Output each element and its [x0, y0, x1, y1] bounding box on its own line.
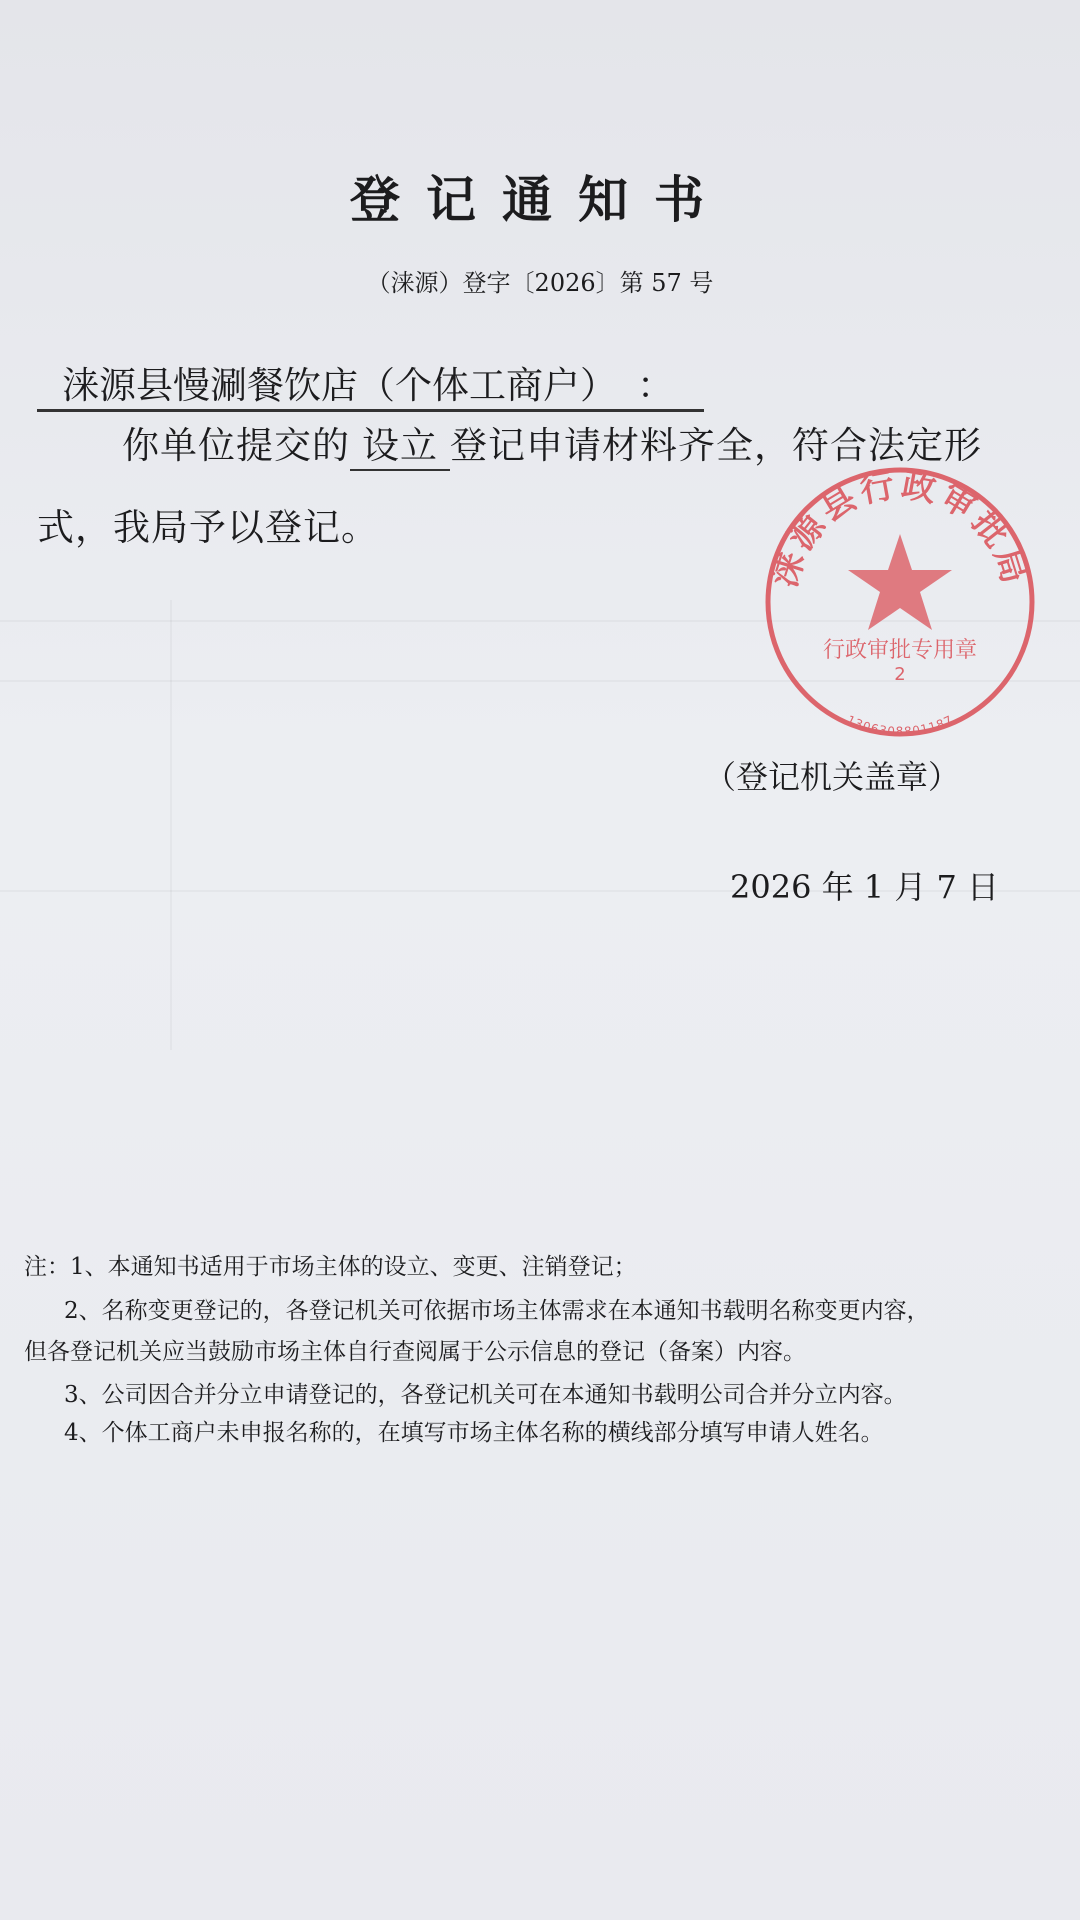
document-title: 登记通知书 — [350, 171, 730, 229]
note-4: 4、个体工商户未申报名称的，在填写市场主体名称的横线部分填写申请人姓名。 — [64, 1420, 884, 1446]
note-1: 注：1、本通知书适用于市场主体的设立、变更、注销登记； — [24, 1254, 637, 1280]
official-seal-stamp — [760, 462, 1040, 742]
seal-number: 2 — [894, 664, 906, 685]
body-prefix: 你单位提交的 — [122, 424, 350, 467]
recipient-line — [37, 355, 704, 412]
registration-type: 设立 — [350, 415, 450, 471]
issue-date: 2026 年 1 月 7 日 — [730, 868, 1000, 906]
seal-code: 1306308801187 — [844, 712, 956, 739]
show-through-line — [170, 600, 172, 1050]
recipient-name: 涞源县慢涮餐饮店（个体工商户） — [62, 364, 617, 407]
body-line-2: 式，我局予以登记。 — [37, 506, 379, 549]
seal-inner-text: 行政审批专用章 — [822, 638, 978, 663]
note-3: 3、公司因合并分立申请登记的，各登记机关可在本通知书载明公司合并分立内容。 — [64, 1382, 907, 1408]
body-suffix: 登记申请材料齐全，符合法定形 — [450, 424, 982, 467]
note-2: 2、名称变更登记的，各登记机关可依据市场主体需求在本通知书载明名称变更内容， — [64, 1298, 930, 1324]
star-icon — [848, 534, 952, 630]
note-2-continued: 但各登记机关应当鼓励市场主体自行查阅属于公示信息的登记（备案）内容。 — [24, 1339, 806, 1365]
seal-note: （登记机关盖章） — [704, 758, 961, 796]
recipient-colon: ： — [637, 364, 674, 407]
reference-number: （涞源）登字〔2026〕第 57 号 — [366, 269, 714, 297]
seal-outer-text: 涞源县行政审批局 — [764, 465, 1036, 592]
